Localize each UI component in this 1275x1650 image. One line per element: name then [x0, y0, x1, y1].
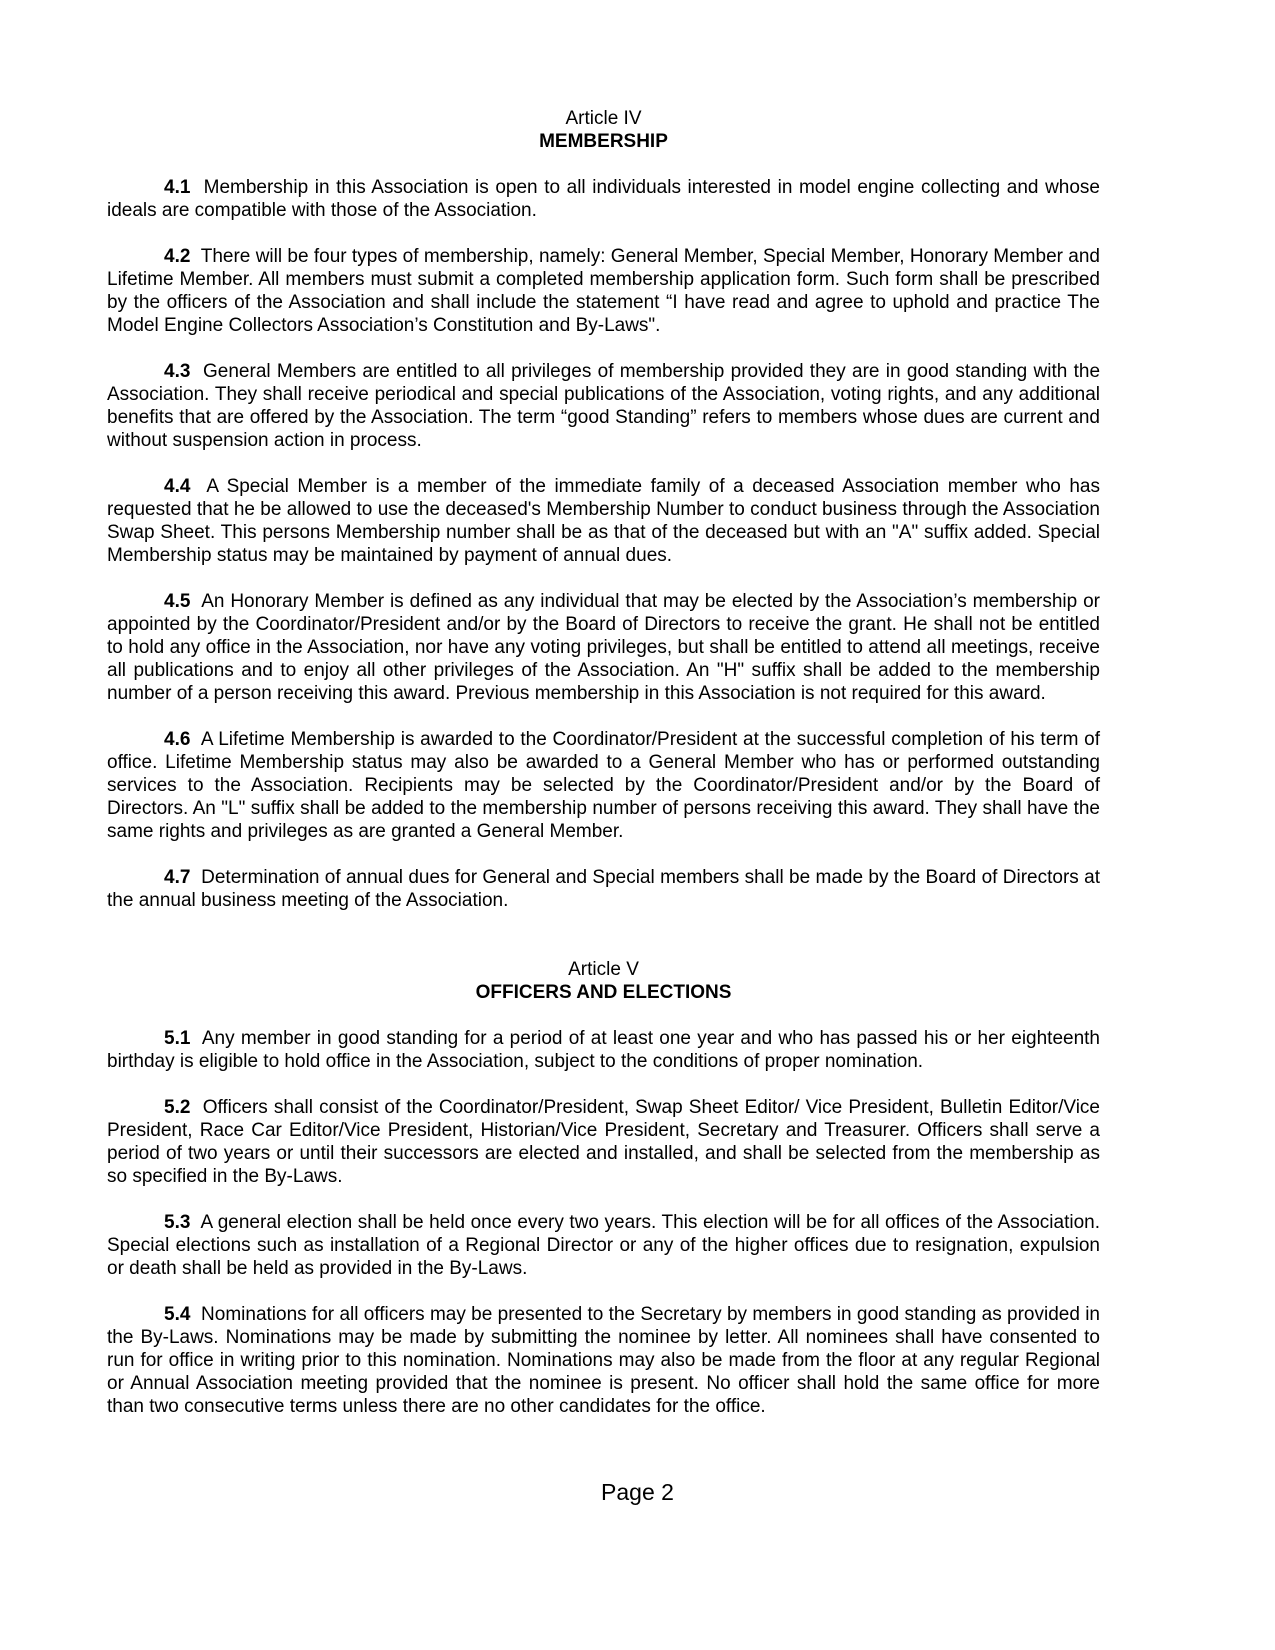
section-text: An Honorary Member is defined as any individual that may be elected by the Association’s membership or appointed by the Coordinator/President and/or by the Board of Directors to receive the grant. He shall not be entitled to hold any office in the Association, nor have any voting privileges, but shall be entitled to attend all meetings, receive all publications and to enjoy all other privileges of the Association. An "H" suffix shall be added to the membership number of a person receiving this award. Previous membership in this Association is not required for this award. — [107, 591, 1101, 704]
section-5-4 — [107, 1303, 1100, 1418]
section-text: Determination of annual dues for General and Special members shall be made by the Board of Directors at the annual business meeting of the Association. — [107, 867, 1100, 911]
section-number: 5.3 — [164, 1212, 191, 1233]
section-4-7 — [107, 866, 1100, 912]
section-number: 4.2 — [164, 246, 191, 267]
section-number: 4.7 — [164, 867, 191, 888]
article-title: OFFICERS AND ELECTIONS — [475, 982, 732, 1003]
section-number: 5.4 — [164, 1304, 191, 1325]
article-v-heading — [107, 958, 1100, 1004]
section-text: General Members are entitled to all privileges of membership provided they are in good standing with the Association. They shall receive periodical and special publications of the Association, voting rights, and any additional benefits that are offered by the Association. The term “good Standing” refers to members whose dues are current and without suspension action in process. — [107, 361, 1101, 451]
section-number: 5.1 — [164, 1028, 191, 1049]
section-text: There will be four types of membership, namely: General Member, Special Member, Honorary Member and Lifetime Member. All members must submit a completed membership application form. Such form shall be prescribed by the officers of the Association and shall include the statement “I have read and agree to uphold and practice The Model Engine Collectors Association’s Constitution and By-Laws". — [107, 246, 1100, 336]
document-page — [107, 107, 1100, 1418]
section-number: 4.5 — [164, 591, 191, 612]
section-4-3 — [107, 360, 1100, 452]
section-4-1 — [107, 176, 1100, 222]
section-5-2 — [107, 1096, 1100, 1188]
section-number: 4.1 — [164, 177, 191, 198]
section-number: 4.3 — [164, 361, 191, 382]
section-5-3 — [107, 1211, 1100, 1280]
section-4-6 — [107, 728, 1100, 843]
section-number: 4.6 — [164, 729, 191, 750]
section-number: 4.4 — [164, 476, 191, 497]
section-4-2 — [107, 245, 1100, 337]
article-number: Article IV — [565, 108, 642, 129]
section-text: Membership in this Association is open to all individuals interested in model engine collecting and whose ideals are compatible with those of the Association. — [107, 177, 1100, 221]
section-text: Officers shall consist of the Coordinator/President, Swap Sheet Editor/ Vice President, Bulletin Editor/Vice President, Race Car Editor/Vice President, Historian/Vice President, Secretary and Treasurer. Officers shall serve a period of two years or until their successors are elected and installed, and shall be selected from the membership as so specified in the By-Laws. — [107, 1097, 1100, 1187]
section-4-4 — [107, 475, 1100, 567]
section-text: Nominations for all officers may be presented to the Secretary by members in good standing as provided in the By-Laws. Nominations may be made by submitting the nominee by letter. All nominees shall have consented to run for office in writing prior to this nomination. Nominations may also be made from the floor at any regular Regional or Annual Association meeting provided that the nominee is present. No officer shall hold the same office for more than two consecutive terms unless there are no other candidates for the office. — [107, 1304, 1100, 1417]
section-4-5 — [107, 590, 1100, 705]
section-5-1 — [107, 1027, 1100, 1073]
article-number: Article V — [568, 959, 639, 980]
article-iv-heading — [107, 107, 1100, 153]
article-title: MEMBERSHIP — [539, 131, 668, 152]
section-text: Any member in good standing for a period of at least one year and who has passed his or her eighteenth birthday is eligible to hold office in the Association, subject to the conditions of proper nomination. — [107, 1028, 1100, 1072]
section-text: A Special Member is a member of the immediate family of a deceased Association member who has requested that he be allowed to use the deceased's Membership Number to conduct business through the Association Swap Sheet. This persons Membership number shall be as that of the deceased but with an "A" suffix added. Special Membership status may be maintained by payment of annual dues. — [107, 476, 1100, 566]
page-number: Page 2 — [601, 1479, 674, 1505]
section-text: A Lifetime Membership is awarded to the Coordinator/President at the successful completion of his term of office. Lifetime Membership status may also be awarded to a General Member who has or performed outstanding services to the Association. Recipients may be selected by the Coordinator/President and/or by the Board of Directors. An "L" suffix shall be added to the membership number of persons receiving this award. They shall have the same rights and privileges as are granted a General Member. — [107, 729, 1100, 842]
section-text: A general election shall be held once every two years. This election will be for all offices of the Association. Special elections such as installation of a Regional Director or any of the higher offices due to resignation, expulsion or death shall be held as provided in the By-Laws. — [107, 1212, 1100, 1279]
section-number: 5.2 — [164, 1097, 191, 1118]
